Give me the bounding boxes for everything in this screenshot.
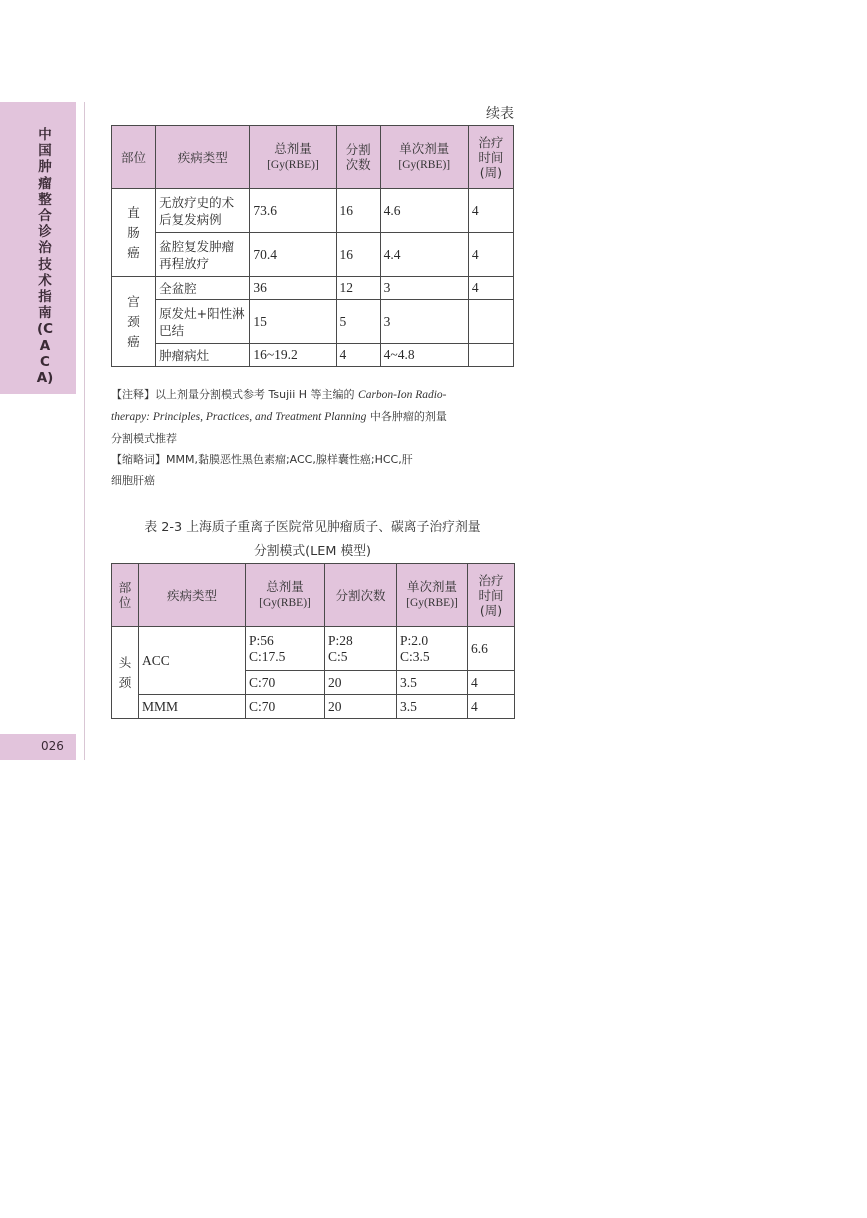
header-total-dose: 总剂量 [Gy(RBE)] (246, 564, 325, 627)
fractions-cell: 16 (336, 189, 380, 233)
weeks-cell (468, 300, 513, 344)
single-dose-cell: 3 (380, 277, 468, 300)
continued-label: 续表 (486, 106, 514, 122)
disease-cell: 无放疗史的术后复发病例 (156, 189, 250, 233)
abbreviation-line: 【缩略词】MMM,黏膜恶性黑色素瘤;ACC,腺样囊性癌;HCC,肝 (111, 453, 413, 466)
weeks-cell: 4 (468, 189, 513, 233)
header-fractions: 分割 次数 (336, 126, 380, 189)
header-fractions: 分割次数 (325, 564, 397, 627)
header-treatment-weeks: 治疗 时间 (周) (468, 126, 513, 189)
site-cell: 头颈 (112, 627, 139, 719)
fractions-cell: 5 (336, 300, 380, 344)
total-dose-cell: C:70 (246, 695, 325, 719)
disease-cell: ACC (139, 627, 246, 695)
page-number: 026 (41, 739, 64, 753)
single-dose-cell: 3.5 (397, 671, 468, 695)
table-header-row (112, 126, 514, 189)
header-total-dose: 总剂量 [Gy(RBE)] (250, 126, 336, 189)
single-dose-cell: P:2.0 C:3.5 (397, 627, 468, 671)
site-cell: 直肠癌 (112, 189, 156, 277)
header-single-dose: 单次剂量 [Gy(RBE)] (397, 564, 468, 627)
total-dose-cell: 16~19.2 (250, 344, 336, 367)
fractions-cell: 16 (336, 233, 380, 277)
caption-line: 分割模式(LEM 模型) (253, 544, 372, 559)
table-row (112, 344, 514, 367)
header-treatment-weeks: 治疗 时间 (周) (468, 564, 515, 627)
margin-divider (84, 102, 85, 760)
weeks-cell: 4 (468, 277, 513, 300)
table-row (112, 695, 515, 719)
single-dose-cell: 3 (380, 300, 468, 344)
disease-cell: MMM (139, 695, 246, 719)
table-row (112, 277, 514, 300)
single-dose-cell: 4~4.8 (380, 344, 468, 367)
fractions-cell: 20 (325, 695, 397, 719)
note-line: therapy: Principles, Practices, and Treatment Planning 中各肿瘤的剂量 (111, 410, 447, 423)
fractions-cell: 4 (336, 344, 380, 367)
single-dose-cell: 3.5 (397, 695, 468, 719)
disease-cell: 全盆腔 (156, 277, 250, 300)
note-line: 【注释】以上剂量分割模式参考 Tsujii H 等主编的 Carbon-Ion Radio- (111, 388, 447, 401)
dose-table-continued (111, 125, 514, 367)
header-site: 部位 (112, 126, 156, 189)
weeks-cell: 4 (468, 671, 515, 695)
total-dose-cell: 36 (250, 277, 336, 300)
table-row (112, 300, 514, 344)
header-site: 部 位 (112, 564, 139, 627)
header-disease: 疾病类型 (156, 126, 250, 189)
total-dose-cell: 70.4 (250, 233, 336, 277)
note-line: 分割模式推荐 (111, 432, 177, 445)
table-caption (111, 516, 514, 564)
single-dose-cell: 4.4 (380, 233, 468, 277)
weeks-cell (468, 344, 513, 367)
table-row (112, 627, 515, 671)
book-title: 中国肿瘤整合诊治技术指南(CACA) (36, 127, 54, 387)
total-dose-cell: 73.6 (250, 189, 336, 233)
header-disease: 疾病类型 (139, 564, 246, 627)
fractions-cell: 12 (336, 277, 380, 300)
weeks-cell: 4 (468, 233, 513, 277)
page-number-tab (0, 734, 76, 760)
disease-cell: 肿瘤病灶 (156, 344, 250, 367)
total-dose-cell: P:56 C:17.5 (246, 627, 325, 671)
table-notes (111, 384, 514, 491)
total-dose-cell: C:70 (246, 671, 325, 695)
disease-cell: 盆腔复发肿瘤再程放疗 (156, 233, 250, 277)
caption-line: 表 2-3 上海质子重离子医院常见肿瘤质子、碳离子治疗剂量 (144, 520, 481, 535)
disease-cell: 原发灶+阳性淋巴结 (156, 300, 250, 344)
dose-table-2-3 (111, 563, 515, 719)
weeks-cell: 6.6 (468, 627, 515, 671)
fractions-cell: 20 (325, 671, 397, 695)
table-row (112, 233, 514, 277)
total-dose-cell: 15 (250, 300, 336, 344)
table-header-row (112, 564, 515, 627)
abbreviation-line: 细胞肝癌 (111, 474, 155, 487)
weeks-cell: 4 (468, 695, 515, 719)
header-single-dose: 单次剂量 [Gy(RBE)] (380, 126, 468, 189)
single-dose-cell: 4.6 (380, 189, 468, 233)
fractions-cell: P:28 C:5 (325, 627, 397, 671)
table-row (112, 189, 514, 233)
site-cell: 宫颈癌 (112, 277, 156, 367)
